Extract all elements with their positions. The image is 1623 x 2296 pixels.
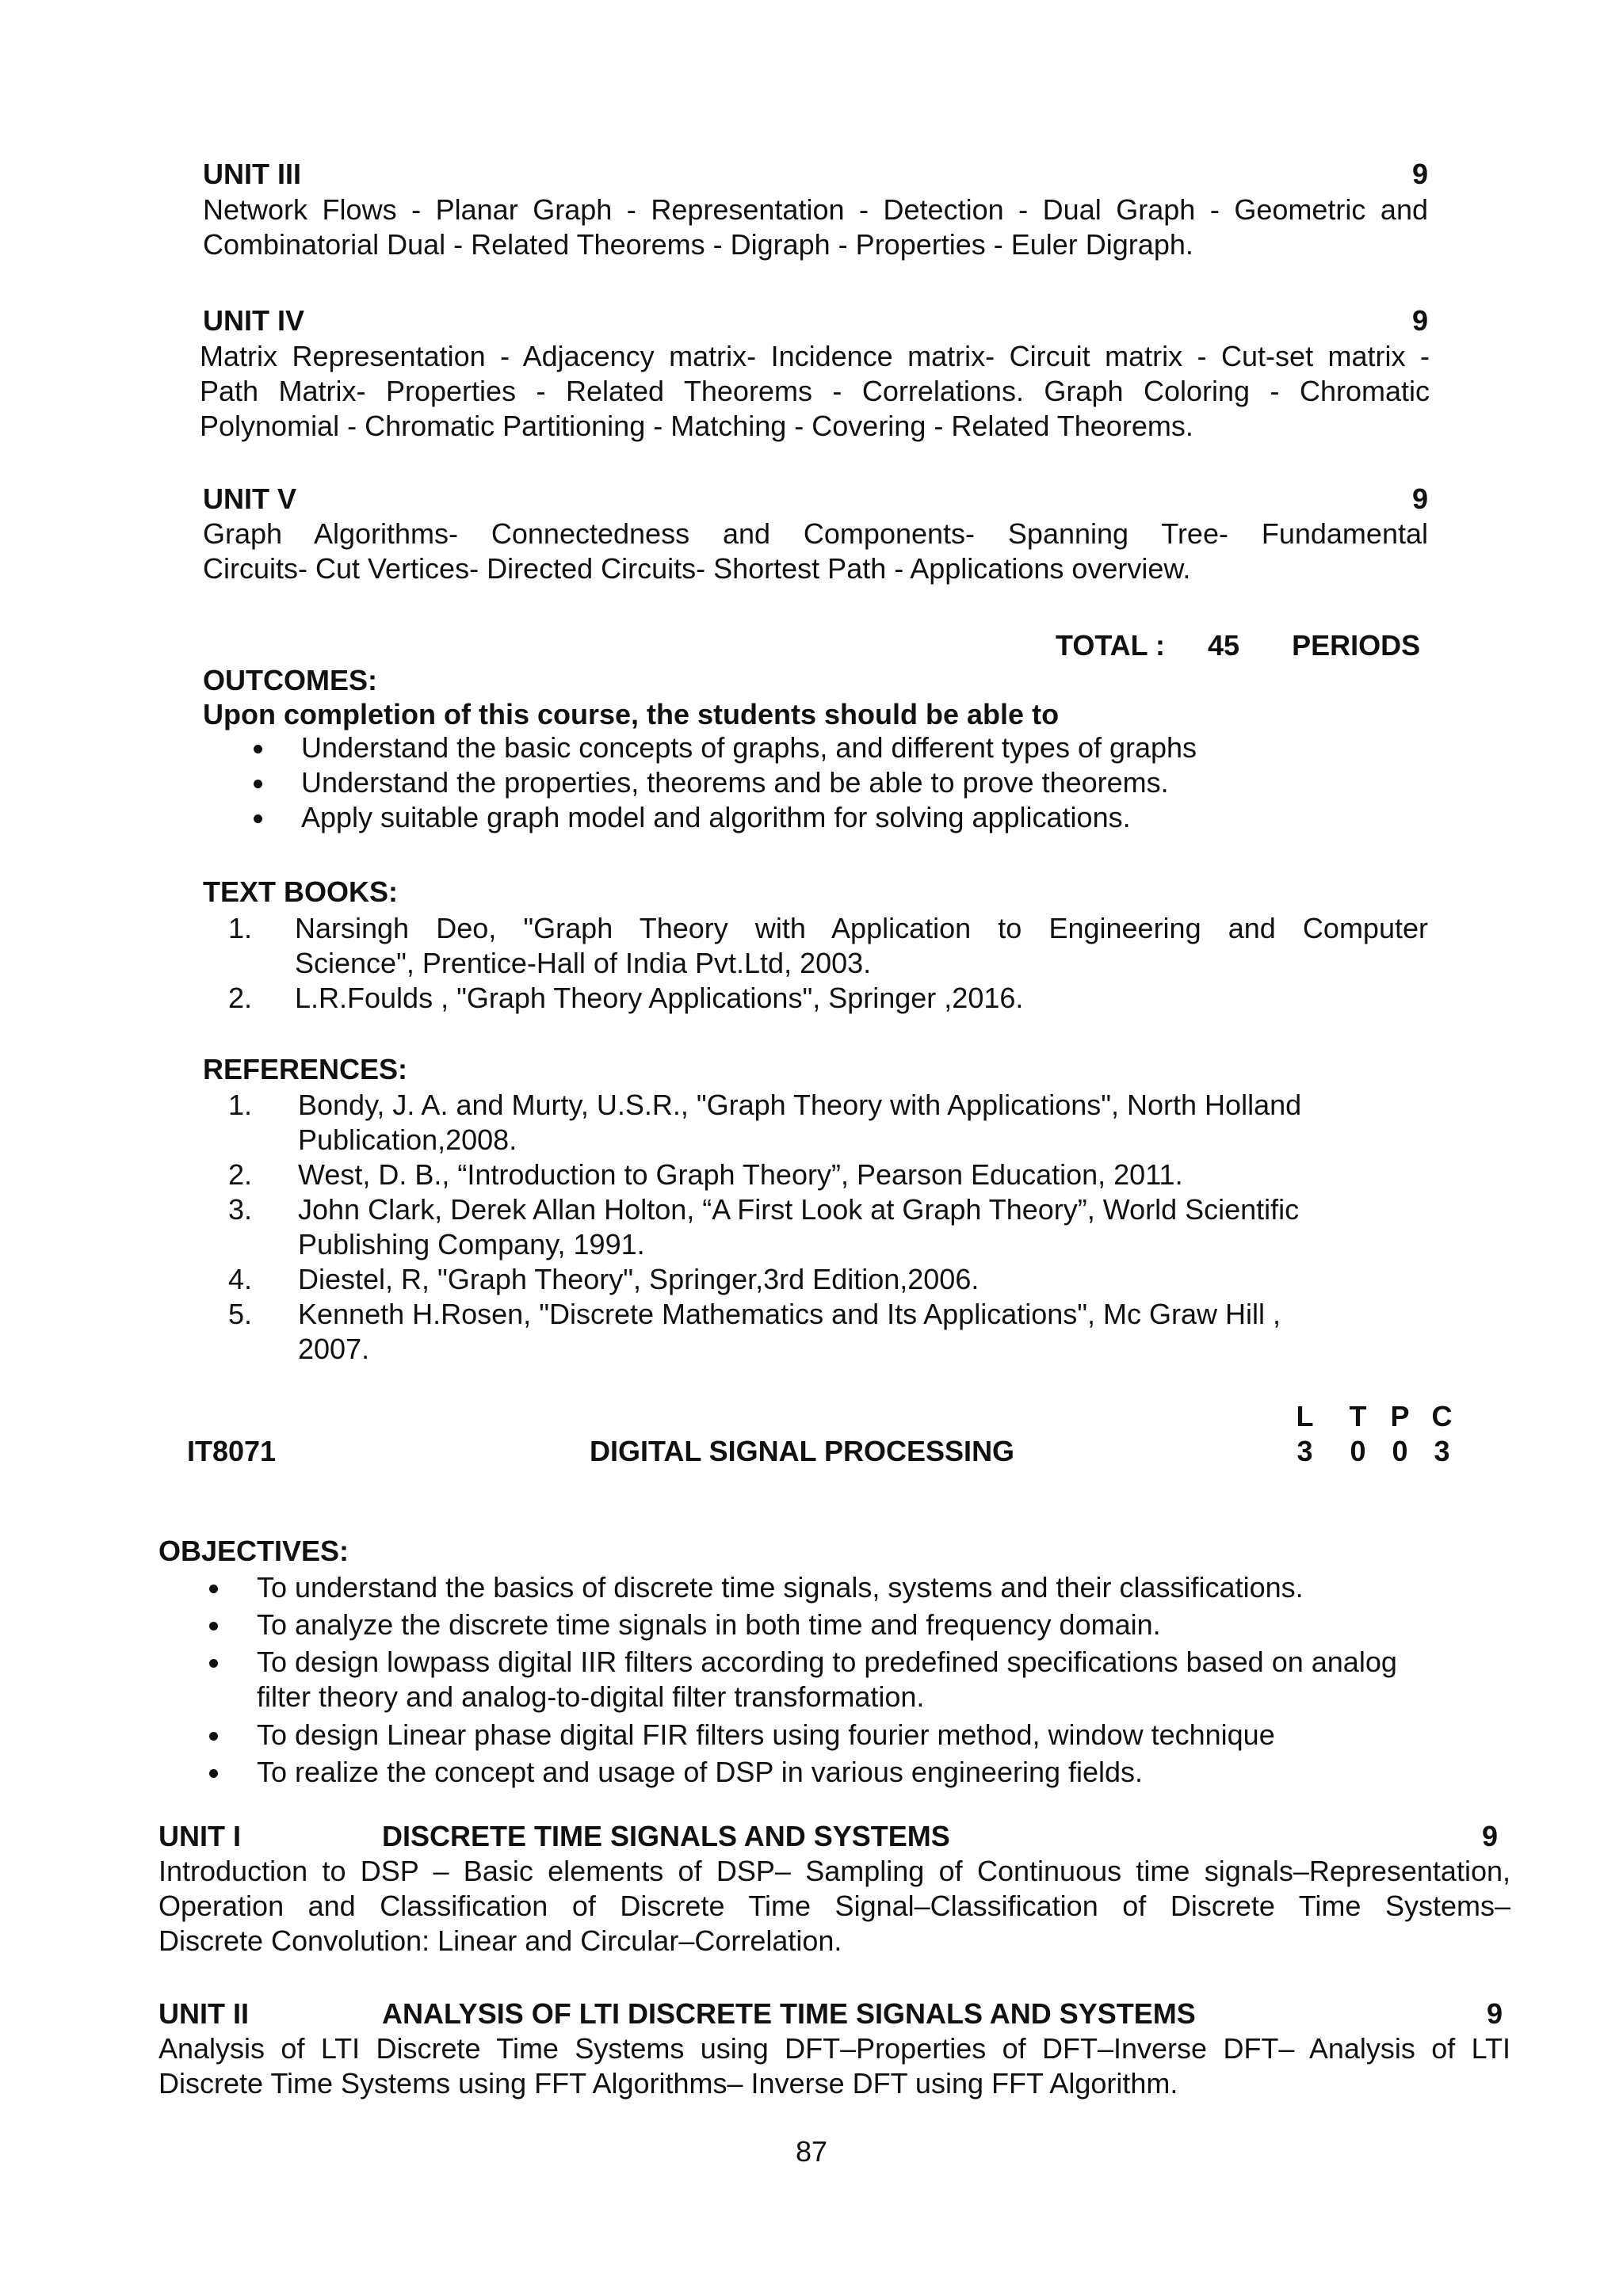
total-value: 45 [1208, 629, 1240, 662]
objective-line1: To design Linear phase digital FIR filters using fourier method, window technique [257, 1718, 1275, 1751]
unit3-header [203, 157, 1428, 192]
ltpc-value: 3 [1434, 1435, 1450, 1467]
textbook-line2: Science", Prentice-Hall of India Pvt.Ltd, 2003. [295, 947, 872, 979]
total-unit: PERIODS [1292, 629, 1421, 662]
ltpc-label: C [1431, 1400, 1453, 1432]
dsp-unit1-line1: Introduction to DSP – Basic elements of DSP– Sampling of Continuous time signals–Representation, [158, 1855, 1510, 1887]
unit4-header [203, 303, 1428, 338]
total-label: TOTAL : [1056, 629, 1165, 662]
reference-num: 3. [228, 1193, 253, 1226]
bullet-icon [209, 1659, 218, 1668]
unit4-body [200, 339, 1430, 444]
unit5-body [203, 517, 1428, 586]
objective-line1: To realize the concept and usage of DSP in various engineering fields. [257, 1756, 1144, 1788]
unit3-line2: Combinatorial Dual - Related Theorems - Digraph - Properties - Euler Digraph. [203, 228, 1193, 261]
textbook-num: 1. [228, 912, 253, 944]
references-list [228, 1088, 1302, 1367]
unit3-hours: 9 [1411, 158, 1428, 190]
reference-item [228, 1297, 1281, 1367]
outcome-text: Understand the basic concepts of graphs, and different types of graphs [301, 731, 1197, 764]
bullet-icon [254, 745, 262, 753]
bullet-icon [209, 1732, 218, 1741]
ltpc-value: 0 [1392, 1435, 1408, 1467]
textbooks-heading: TEXT BOOKS: [203, 875, 399, 908]
reference-num: 2. [228, 1158, 253, 1191]
textbook-item-2 [228, 981, 1024, 1016]
ltpc-value: 3 [1296, 1435, 1313, 1467]
unit4-title: UNIT IV [203, 304, 305, 337]
unit5-line2: Circuits- Cut Vertices- Directed Circuits- Shortest Path - Applications overview. [203, 552, 1191, 585]
reference-item [228, 1088, 1302, 1158]
dsp-unit1-title: DISCRETE TIME SIGNALS AND SYSTEMS [382, 1820, 950, 1852]
outcomes-heading: OUTCOMES: [203, 664, 377, 696]
objective-line2: filter theory and analog-to-digital filter transformation. [257, 1680, 925, 1713]
unit5-title: UNIT V [203, 482, 297, 515]
ltpc-value: 0 [1350, 1435, 1366, 1467]
unit5-header [203, 482, 1428, 517]
textbook-item-1 [228, 911, 1428, 981]
dsp-unit2-hours: 9 [1487, 1997, 1503, 2030]
unit5-line1: Graph Algorithms- Connectedness and Components- Spanning Tree- Fundamental [203, 517, 1428, 550]
bullet-icon [209, 1622, 218, 1630]
unit4-line2: Path Matrix- Properties - Related Theorems - Correlations. Graph Coloring - Chromatic [200, 375, 1430, 407]
objectives-heading: OBJECTIVES: [158, 1535, 349, 1567]
reference-item [228, 1158, 1183, 1192]
dsp-unit1-line2: Operation and Classification of Discrete Time Signal–Classification of Discrete Time Systems– [158, 1890, 1510, 1922]
reference-item [228, 1192, 1300, 1262]
references-heading: REFERENCES: [203, 1053, 408, 1085]
objective-line1: To understand the basics of discrete time signals, systems and their classifications. [257, 1571, 1304, 1604]
unit5-hours: 9 [1411, 482, 1428, 515]
dsp-unit1-line3: Discrete Convolution: Linear and Circular–Correlation. [158, 1924, 842, 1957]
unit3-body [203, 193, 1428, 262]
reference-line1: West, D. B., “Introduction to Graph Theory”, Pearson Education, 2011. [298, 1158, 1183, 1191]
dsp-unit1-label: UNIT I [158, 1820, 241, 1852]
ltpc-values [1284, 1434, 1463, 1469]
objective-line1: To analyze the discrete time signals in both time and frequency domain. [257, 1608, 1161, 1641]
page-number: 87 [796, 2135, 828, 2168]
dsp-unit2-title: ANALYSIS OF LTI DISCRETE TIME SIGNALS AND SYSTEMS [382, 1997, 1196, 2030]
textbook-line1: Narsingh Deo, "Graph Theory with Application to Engineering and Computer [295, 912, 1428, 944]
reference-line1: John Clark, Derek Allan Holton, “A First Look at Graph Theory”, World Scientific [298, 1193, 1300, 1226]
outcome-text: Understand the properties, theorems and be able to prove theorems. [301, 766, 1169, 799]
unit3-title: UNIT III [203, 158, 301, 190]
reference-line1: Diestel, R, "Graph Theory", Springer,3rd Edition,2006. [298, 1263, 980, 1295]
unit4-line1: Matrix Representation - Adjacency matrix- Incidence matrix- Circuit matrix - Cut-set matrix - [200, 340, 1430, 372]
reference-num: 1. [228, 1089, 253, 1121]
dsp-unit2-line2: Discrete Time Systems using FFT Algorithms– Inverse DFT using FFT Algorithm. [158, 2067, 1178, 2100]
total-periods [1056, 628, 1420, 663]
bullet-icon [209, 1585, 218, 1593]
ltpc-labels [1284, 1399, 1463, 1434]
dsp-unit1-hours: 9 [1482, 1820, 1499, 1852]
ltpc-label: L [1296, 1400, 1314, 1432]
reference-line2: 2007. [298, 1333, 370, 1365]
bullet-icon [254, 814, 262, 823]
bullet-icon [209, 1769, 218, 1778]
dsp-unit2-body [158, 2031, 1510, 2101]
course-code: IT8071 [187, 1435, 277, 1467]
dsp-unit2-label: UNIT II [158, 1997, 249, 2030]
unit3-line1: Network Flows - Planar Graph - Representation - Detection - Dual Graph - Geometric and [203, 193, 1428, 226]
unit4-line3: Polynomial - Chromatic Partitioning - Matching - Covering - Related Theorems. [200, 410, 1193, 442]
outcomes-intro: Upon completion of this course, the students should be able to [203, 698, 1060, 730]
reference-line1: Bondy, J. A. and Murty, U.S.R., "Graph Theory with Applications", North Holland [298, 1089, 1302, 1121]
unit4-hours: 9 [1411, 304, 1428, 337]
ltpc-label: P [1390, 1400, 1410, 1432]
reference-line2: Publishing Company, 1991. [298, 1228, 645, 1261]
objective-line1: To design lowpass digital IIR filters according to predefined specifications based on analog [257, 1646, 1397, 1678]
ltpc-label: T [1349, 1400, 1367, 1432]
textbook-line1: L.R.Foulds , "Graph Theory Applications", Springer ,2016. [295, 982, 1024, 1014]
dsp-unit1-body [158, 1854, 1510, 1958]
reference-num: 4. [228, 1263, 253, 1295]
course-title: DIGITAL SIGNAL PROCESSING [590, 1435, 1015, 1467]
bullet-icon [254, 780, 262, 788]
outcome-text: Apply suitable graph model and algorithm for solving applications. [301, 801, 1131, 833]
reference-line1: Kenneth H.Rosen, "Discrete Mathematics and Its Applications", Mc Graw Hill , [298, 1298, 1281, 1330]
reference-item [228, 1262, 980, 1297]
textbook-num: 2. [228, 982, 253, 1014]
dsp-unit2-line1: Analysis of LTI Discrete Time Systems using DFT–Properties of DFT–Inverse DFT– Analysis of LTI [158, 2032, 1510, 2065]
reference-num: 5. [228, 1298, 253, 1330]
reference-line2: Publication,2008. [298, 1123, 517, 1156]
